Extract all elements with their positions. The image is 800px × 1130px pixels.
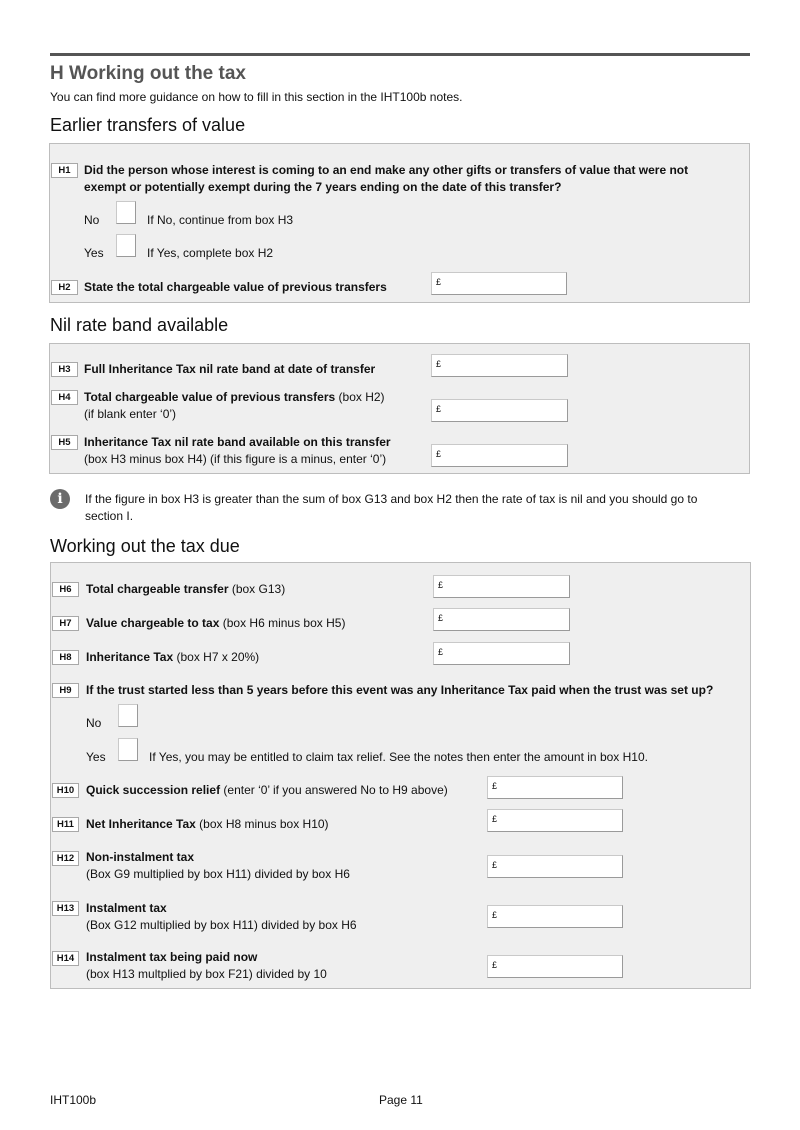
h6-label: Total chargeable transfer (box G13) [86, 582, 286, 596]
h11-code: H11 [52, 817, 79, 832]
h1-no-label: No [84, 213, 100, 227]
h5-label: Inheritance Tax nil rate band available on this transfer (box H3 minus box H4) (if this figure is a minus, enter ‘0’) [84, 435, 391, 466]
h12-amount-field[interactable] [487, 855, 623, 878]
h1-yes-checkbox[interactable] [116, 234, 136, 257]
h12-code: H12 [52, 851, 79, 866]
currency-symbol: £ [492, 960, 498, 970]
h1-question: Did the person whose interest is coming to an end make any other gifts or transfers of value that were not exempt or potentially exempt during the 7 years ending on the date of this transfer? [84, 163, 689, 194]
info-icon: i [50, 489, 70, 509]
tax-due-panel [50, 562, 751, 989]
h9-yes-label: Yes [86, 750, 106, 764]
currency-symbol: £ [492, 814, 498, 824]
h6-amount-field[interactable] [433, 575, 570, 598]
h14-code: H14 [52, 951, 79, 966]
footer-page-number: Page 11 [379, 1093, 423, 1107]
currency-symbol: £ [436, 449, 442, 459]
h1-yes-label: Yes [84, 246, 104, 260]
nil-rate-heading: Nil rate band available [50, 315, 229, 335]
currency-symbol: £ [436, 277, 442, 287]
h10-label: Quick succession relief (enter ‘0’ if you answered No to H9 above) [86, 783, 448, 797]
h12-label: Non-instalment tax (Box G9 multiplied by box H11) divided by box H6 [86, 850, 350, 881]
h4-label: Total chargeable value of previous transfers (box H2) (if blank enter ‘0’) [84, 390, 385, 421]
h2-label: State the total chargeable value of previous transfers [84, 280, 387, 294]
h13-amount-field[interactable] [487, 905, 623, 928]
currency-symbol: £ [492, 910, 498, 920]
h2-amount-field[interactable] [431, 272, 567, 295]
h9-question: If the trust started less than 5 years before this event was any Inheritance Tax paid when the trust was set up? [86, 683, 714, 697]
currency-symbol: £ [492, 860, 498, 870]
h11-amount-field[interactable] [487, 809, 623, 832]
currency-symbol: £ [438, 647, 444, 657]
currency-symbol: £ [438, 613, 444, 623]
earlier-transfers-panel [49, 143, 750, 303]
section-intro: You can find more guidance on how to fill in this section in the IHT100b notes. [50, 90, 463, 104]
h9-no-checkbox[interactable] [118, 704, 138, 727]
h10-amount-field[interactable] [487, 776, 623, 799]
h4-code: H4 [51, 390, 78, 405]
h8-label: Inheritance Tax (box H7 x 20%) [86, 650, 260, 664]
h7-amount-field[interactable] [433, 608, 570, 631]
h1-yes-hint: If Yes, complete box H2 [147, 246, 274, 260]
h5-code: H5 [51, 435, 78, 450]
h13-code: H13 [52, 901, 79, 916]
h9-yes-hint: If Yes, you may be entitled to claim tax relief. See the notes then enter the amount in box H10. [149, 750, 648, 764]
earlier-transfers-heading: Earlier transfers of value [50, 115, 246, 135]
h11-label: Net Inheritance Tax (box H8 minus box H10) [86, 817, 329, 831]
h14-amount-field[interactable] [487, 955, 623, 978]
h8-amount-field[interactable] [433, 642, 570, 665]
h1-no-checkbox[interactable] [116, 201, 136, 224]
h2-code: H2 [51, 280, 78, 295]
top-rule [50, 53, 750, 56]
currency-symbol: £ [436, 404, 442, 414]
h14-label: Instalment tax being paid now (box H13 multplied by box F21) divided by 10 [86, 950, 327, 981]
h10-code: H10 [52, 783, 79, 798]
footer-form-id: IHT100b [50, 1093, 97, 1107]
h3-code: H3 [51, 362, 78, 377]
info-note: If the figure in box H3 is greater than the sum of box G13 and box H2 then the rate of tax is nil and you should go to section I. [85, 492, 698, 523]
nil-rate-panel [49, 343, 750, 474]
h1-no-hint: If No, continue from box H3 [147, 213, 294, 227]
h5-amount-field[interactable] [431, 444, 568, 467]
currency-symbol: £ [492, 781, 498, 791]
currency-symbol: £ [436, 359, 442, 369]
currency-symbol: £ [438, 580, 444, 590]
tax-due-heading: Working out the tax due [50, 536, 240, 556]
h3-amount-field[interactable] [431, 354, 568, 377]
h6-code: H6 [52, 582, 79, 597]
h8-code: H8 [52, 650, 79, 665]
h7-label: Value chargeable to tax (box H6 minus box H5) [86, 616, 346, 630]
section-title: H Working out the tax [50, 63, 246, 84]
h4-amount-field[interactable] [431, 399, 568, 422]
h7-code: H7 [52, 616, 79, 631]
h3-label: Full Inheritance Tax nil rate band at date of transfer [84, 362, 376, 376]
h9-no-label: No [86, 716, 102, 730]
h1-code: H1 [51, 163, 78, 178]
h9-code: H9 [52, 683, 79, 698]
h13-label: Instalment tax (Box G12 multiplied by box H11) divided by box H6 [86, 901, 357, 932]
h9-yes-checkbox[interactable] [118, 738, 138, 761]
